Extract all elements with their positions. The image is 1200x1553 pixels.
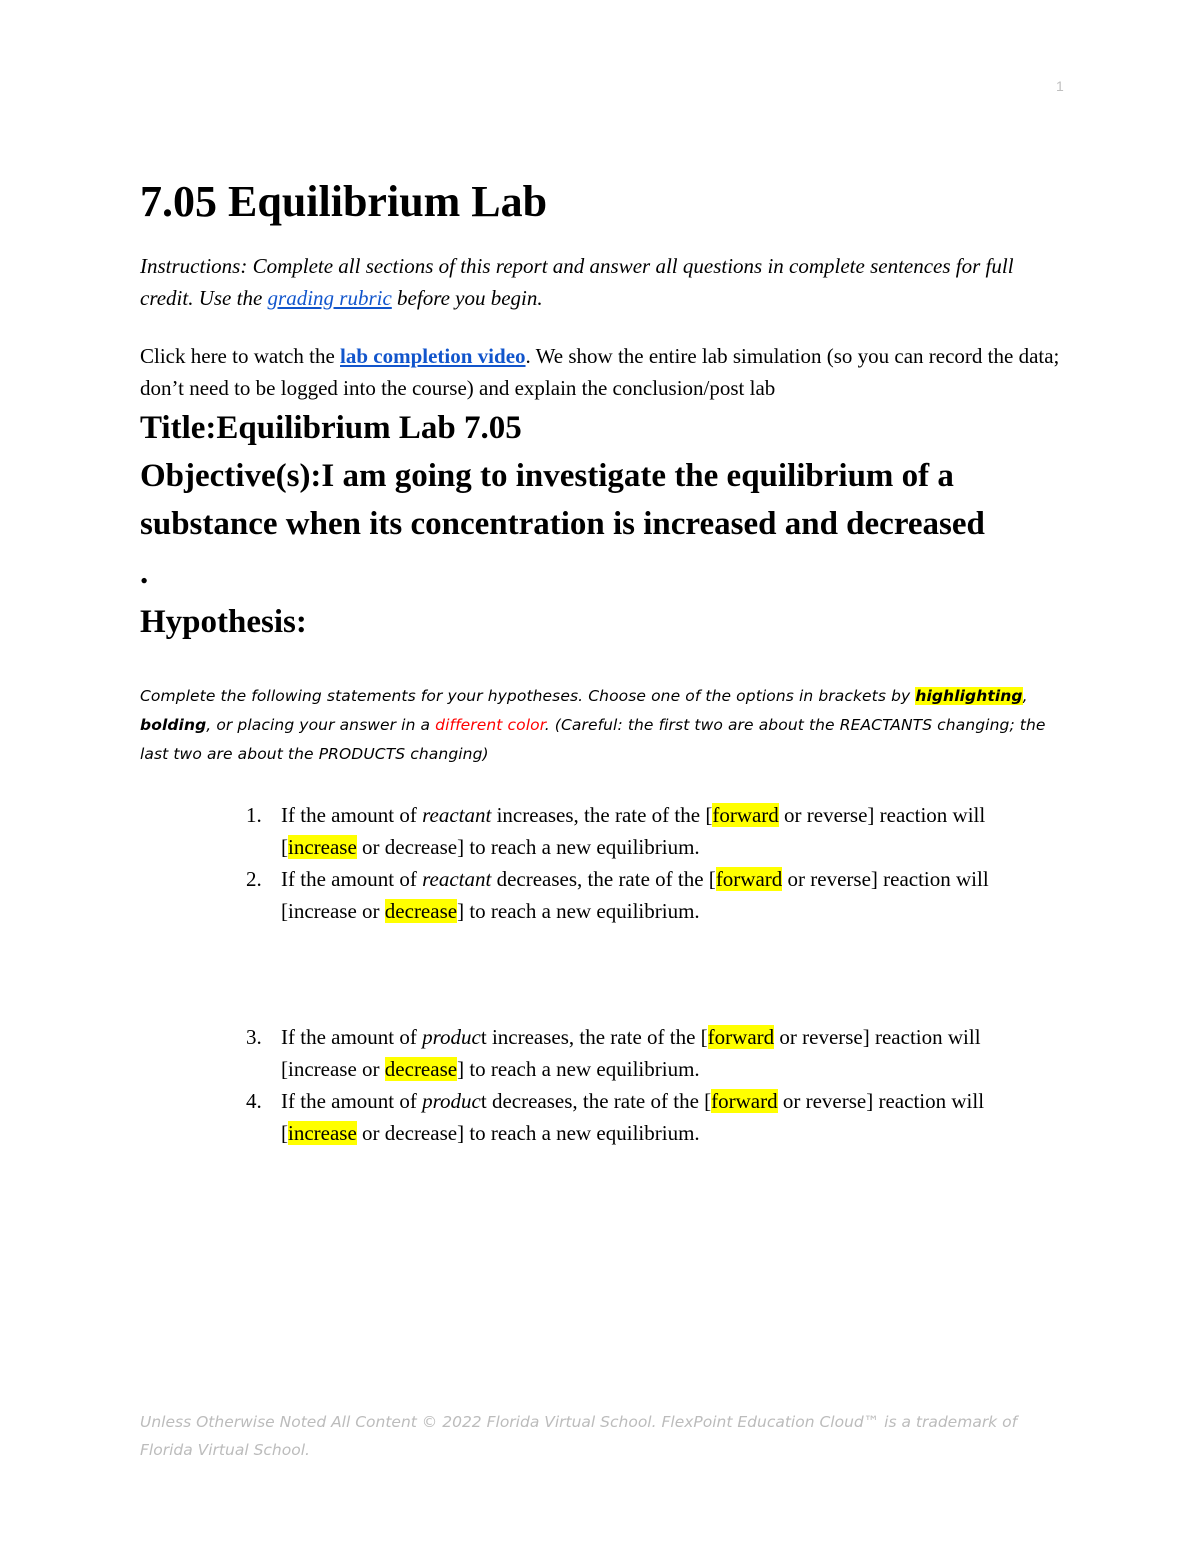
hypothesis-item [140,863,1060,927]
instructions-text-end: before you begin. [391,286,543,310]
forward-option: forward [711,1089,778,1113]
hypothesis-text: or reverse] reaction will [ [281,1089,985,1145]
hypothesis-subject: produc [422,1089,481,1113]
hypothesis-text: If the amount of [281,1089,423,1113]
hypothesis-list-products [140,1021,1060,1149]
hypothesis-instructions [140,682,1060,769]
grading-rubric-link[interactable]: grading rubric [267,286,392,310]
title-heading: Title:Equilibrium Lab 7.05 [140,410,522,446]
hypothesis-number: 1. [246,803,262,827]
hypothesis-text: ] to reach a new equilibrium. [457,1057,700,1081]
document-body [140,172,1060,1149]
hypothesis-text: increases, the rate of the [ [486,1025,708,1049]
hypothesis-text: If the amount of [281,1025,423,1049]
instructions-text: Instructions: Complete all sections of this report and answer all questions in complete sentences for full credit. Use the [140,254,1014,310]
hypothesis-text: If the amount of [281,803,423,827]
hypothesis-instructions-text: . (Careful: the first two are about the REACTANTS changing; the last two are about the PRODUCTS changing) [140,716,1046,763]
forward-option: forward [707,1025,775,1049]
hypothesis-text: or [356,899,385,923]
increase-option: increase [288,1057,357,1081]
hypothesis-item [140,1085,1060,1149]
forward-option: forward [712,803,779,827]
page-number: 1 [1056,78,1064,94]
hypothesis-instructions-text: Complete the following statements for your hypotheses. Choose one of the options in brackets by [140,687,916,705]
objective-heading: Objective(s):I am going to investigate the equilibrium of a substance when its concentration is increased and decreased [140,458,985,542]
hypothesis-text: decreases, the rate of the [ [491,867,716,891]
decrease-option: decrease [384,899,458,923]
increase-option: increase [288,835,357,859]
hypothesis-text: decreases, the rate of the [ [486,1089,712,1113]
increase-option: increase [288,899,357,923]
hypothesis-text: or reverse] reaction will [ [281,803,986,859]
instructions [140,250,1060,314]
hypothesis-subject: produc [422,1025,481,1049]
video-text: Click here to watch the [140,344,341,368]
hypothesis-list-reactants [140,799,1060,927]
separator: , [1022,687,1028,705]
lab-completion-video-link[interactable]: lab completion video [340,344,526,368]
hypothesis-number: 4. [246,1089,262,1113]
hypothesis-instructions-text: , or placing your answer in a [206,716,436,734]
copyright-footer: Unless Otherwise Noted All Content © 2022 Florida Virtual School. FlexPoint Education Cloud™ is a trademark of Florida Virtual School. [140,1413,1018,1459]
hypothesis-text: If the amount of [281,867,423,891]
decrease-option: decrease [384,835,458,859]
hypothesis-text: increases, the rate of the [ [491,803,713,827]
hypothesis-text: ] to reach a new equilibrium. [457,835,700,859]
hypothesis-subject: reactant [422,803,492,827]
hypothesis-text: or [356,835,385,859]
hypothesis-text: or reverse] reaction will [ [281,867,989,923]
hypothesis-item [140,799,1060,863]
hypothesis-text: or [356,1121,385,1145]
decrease-option: decrease [384,1057,458,1081]
hypothesis-heading: Hypothesis: [140,604,307,640]
hypothesis-subject: reactant [422,867,492,891]
video-paragraph [140,340,1060,404]
hypothesis-subject-suffix: t [480,1089,487,1113]
different-color-example: different color [435,716,545,734]
objective-dot: . [140,555,149,591]
highlighting-example: highlighting [915,687,1023,705]
bolding-example: bolding [140,716,207,734]
forward-option: forward [715,867,783,891]
increase-option: increase [288,1121,357,1145]
document-title: 7.05 Equilibrium Lab [140,177,548,226]
video-text-end: . We show the entire lab simulation (so you can record the data; don’t need to be logged into the course) and explain the conclusion/post lab [140,344,1060,400]
hypothesis-number: 3. [246,1025,262,1049]
hypothesis-item [140,1021,1060,1085]
hypothesis-text: or reverse] reaction will [ [281,1025,981,1081]
hypothesis-subject-suffix: t [480,1025,487,1049]
hypothesis-text: ] to reach a new equilibrium. [457,899,700,923]
hypothesis-text: or [356,1057,385,1081]
hypothesis-text: ] to reach a new equilibrium. [457,1121,700,1145]
decrease-option: decrease [384,1121,458,1145]
hypothesis-number: 2. [246,867,262,891]
